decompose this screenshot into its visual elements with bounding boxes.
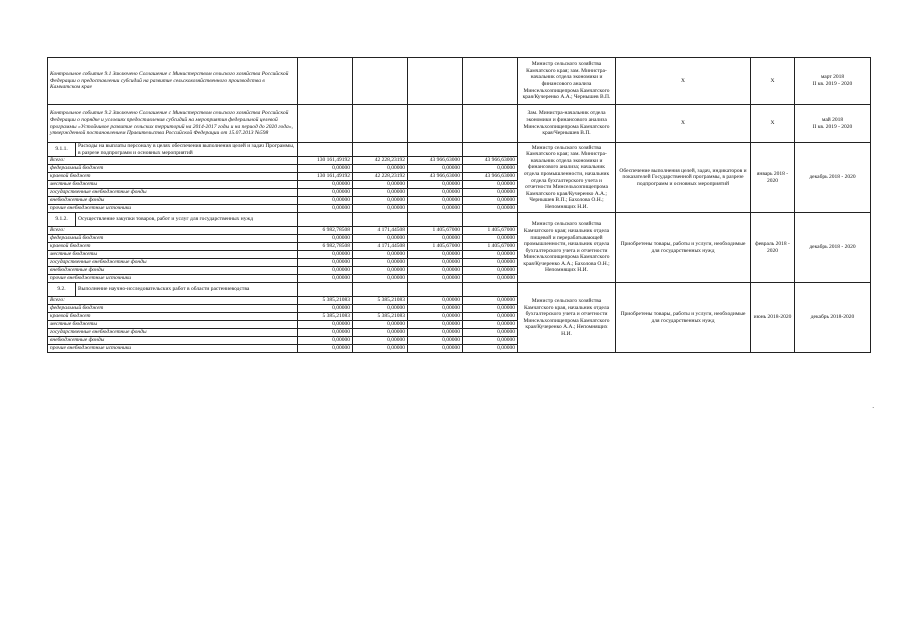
funding-source-label: федеральный бюджет (48, 235, 298, 243)
executor-cell: Министр сельского хозяйства Камчатского края; зам. Министра-начальник отдела экономики и финансового анализа; начальник отдела промышленности, начальник отдела бухгалтерского учета и отчетности Минсельхозпищепрома Камчатского края/Кучеренко А.А.; Чернышев В.П.; Бахолова О.Н.; Непомнящих Н.И. (518, 143, 616, 213)
funding-value: 0,00000 (353, 337, 408, 345)
funding-value: 0,00000 (408, 275, 463, 283)
funding-value: 0,00000 (298, 189, 353, 197)
funding-value: 0,00000 (408, 181, 463, 189)
funding-value: 0,00000 (463, 259, 518, 267)
empty-cell (463, 105, 518, 143)
result-cell: Приобретены товары, работы и услуги, необходимые для государственных нужд (616, 283, 751, 353)
funding-value: 0,00000 (353, 259, 408, 267)
funding-value: 0,00000 (408, 251, 463, 259)
funding-value: 0,00000 (463, 313, 518, 321)
empty-cell (408, 105, 463, 143)
funding-value: 0,00000 (353, 251, 408, 259)
section-title: Выполнение научно-исследовательских работ в области растениеводства (76, 283, 298, 297)
empty-cell (353, 105, 408, 143)
executor-cell: Министр сельского хозяйства Камчатского края; начальник отдела пищевой и перерабатывающей промышленности, начальник отдела бухгалтерского учета и отчетности Минсельхозпищепрома Камчатского края/Кучеренко А.А.; Бахолова О.Н.; Непомнящих Н.И. (518, 213, 616, 283)
funding-value: 130 161,49192 (298, 173, 353, 181)
funding-value: 0,00000 (408, 235, 463, 243)
funding-value: 6 982,78508 (298, 243, 353, 251)
empty-cell (408, 283, 463, 297)
funding-source-label: государственные внебюджетные фонды (48, 329, 298, 337)
funding-value: 0,00000 (353, 329, 408, 337)
scan-dot: · (872, 404, 875, 412)
funding-value: 0,00000 (298, 165, 353, 173)
funding-value: 42 228,23192 (353, 157, 408, 165)
start-cell: июнь 2018-2020 (751, 283, 795, 353)
funding-value: 0,00000 (463, 337, 518, 345)
funding-source-label: местные бюджеты (48, 181, 298, 189)
empty-cell (298, 105, 353, 143)
funding-value: 0,00000 (408, 189, 463, 197)
funding-value: 0,00000 (298, 337, 353, 345)
funding-source-label: федеральный бюджет (48, 305, 298, 313)
funding-source-label: прочие внебюджетные источники (48, 345, 298, 353)
funding-value: 5 385,21083 (298, 297, 353, 305)
funding-value: 0,00000 (408, 305, 463, 313)
funding-value: 0,00000 (298, 251, 353, 259)
start-cell: Х (751, 58, 795, 105)
empty-cell (353, 143, 408, 157)
funding-value: 0,00000 (408, 297, 463, 305)
executor-cell: Зам. Министра-начальник отдела экономики и финансового анализа Минсельхозпищепрома Камчатского края/Чернышев В.П. (518, 105, 616, 143)
funding-value: 0,00000 (463, 345, 518, 353)
empty-cell (408, 143, 463, 157)
end-cell: май 2018 II кв. 2019 - 2020 (795, 105, 871, 143)
empty-cell (463, 143, 518, 157)
funding-value: 0,00000 (353, 321, 408, 329)
funding-value: 0,00000 (408, 197, 463, 205)
funding-value: 6 982,78508 (298, 227, 353, 235)
executor-cell: Министр сельского хозяйства Камчатского края; зам. Министра-начальник отдела экономики и финансового анализа Минсельхозпищепрома Камчатского края/Кучеренко А.А.; Чернышев В.П. (518, 58, 616, 105)
funding-value: 0,00000 (298, 305, 353, 313)
program-table (47, 57, 871, 353)
event-row (48, 105, 871, 143)
section-title-row (48, 143, 871, 157)
funding-value: 0,00000 (408, 165, 463, 173)
funding-value: 0,00000 (463, 235, 518, 243)
funding-source-label: Всего: (48, 157, 298, 165)
funding-value: 0,00000 (463, 251, 518, 259)
funding-value: 0,00000 (298, 205, 353, 213)
empty-cell (463, 58, 518, 105)
funding-value: 1 405,67000 (408, 243, 463, 251)
funding-value: 0,00000 (463, 275, 518, 283)
funding-value: 0,00000 (298, 181, 353, 189)
funding-source-label: местные бюджеты (48, 321, 298, 329)
funding-source-label: внебюджетные фонды (48, 267, 298, 275)
section-title: Осуществление закупки товаров, работ и услуг для государственных нужд (76, 213, 298, 227)
funding-value: 0,00000 (353, 189, 408, 197)
result-cell: Х (616, 105, 751, 143)
empty-cell (298, 283, 353, 297)
funding-value: 0,00000 (353, 305, 408, 313)
funding-value: 0,00000 (298, 235, 353, 243)
end-cell: декабрь 2018-2020 (795, 283, 871, 353)
funding-value: 1 405,67000 (463, 227, 518, 235)
funding-source-label: краевой бюджет (48, 313, 298, 321)
event-row (48, 58, 871, 105)
funding-source-label: внебюджетные фонды (48, 337, 298, 345)
funding-value: 0,00000 (353, 267, 408, 275)
funding-value: 5 385,21083 (353, 297, 408, 305)
funding-value: 0,00000 (353, 181, 408, 189)
section-title-row (48, 213, 871, 227)
funding-value: 0,00000 (298, 329, 353, 337)
funding-value: 0,00000 (463, 329, 518, 337)
funding-source-label: краевой бюджет (48, 173, 298, 181)
empty-cell (353, 58, 408, 105)
start-cell: февраль 2018 - 2020 (751, 213, 795, 283)
funding-value: 0,00000 (298, 267, 353, 275)
funding-value: 43 966,63000 (408, 173, 463, 181)
funding-value: 4 171,44508 (353, 227, 408, 235)
empty-cell (353, 283, 408, 297)
funding-source-label: внебюджетные фонды (48, 197, 298, 205)
funding-value: 0,00000 (408, 267, 463, 275)
funding-value: 0,00000 (463, 189, 518, 197)
result-cell: Х (616, 58, 751, 105)
funding-value: 0,00000 (463, 205, 518, 213)
funding-source-label: Всего: (48, 297, 298, 305)
funding-value: 4 171,44508 (353, 243, 408, 251)
end-cell: декабрь 2018 - 2020 (795, 143, 871, 213)
funding-source-label: краевой бюджет (48, 243, 298, 251)
event-text: Контрольное событие 9.1 Заключено Соглашение с Министерством сельского хозяйства Российской Федерации о предоставлении субсидий на развитие сельскохозяйственного производства в Камчатском крае (48, 58, 298, 105)
event-text: Контрольное событие 9.2 Заключено Соглашение с Министерством сельского хозяйства Российской Федерации о порядке и условиях предоставления субсидий на мероприятия федеральной целевой программы «Устойчивое развитие сельских территорий на 2014-2017 годы и на период до 2020 года», утвержденной постановлением Правительства Российской Федерации от 15.07.2013 №598 (48, 105, 298, 143)
funding-value: 5 385,21083 (353, 313, 408, 321)
table-body (48, 58, 871, 353)
funding-value: 0,00000 (408, 259, 463, 267)
funding-value: 0,00000 (408, 345, 463, 353)
funding-value: 0,00000 (353, 205, 408, 213)
empty-cell (408, 58, 463, 105)
funding-value: 0,00000 (353, 345, 408, 353)
funding-value: 0,00000 (463, 305, 518, 313)
funding-value: 0,00000 (463, 165, 518, 173)
section-title: Расходы на выплаты персоналу в целях обеспечения выполнения целей и задач Программы, в разрезе подпрограмм и основных мероприятий (76, 143, 298, 157)
funding-source-label: прочие внебюджетные источники (48, 275, 298, 283)
funding-source-label: государственные внебюджетные фонды (48, 189, 298, 197)
funding-source-label: государственные внебюджетные фонды (48, 259, 298, 267)
result-cell: Обеспечение выполнения целей, задач, индикаторов и показателей Государственной программы, в разрезе подпрограмм и основных мероприятий (616, 143, 751, 213)
funding-value: 0,00000 (298, 345, 353, 353)
funding-value: 0,00000 (463, 267, 518, 275)
empty-cell (463, 283, 518, 297)
empty-cell (353, 213, 408, 227)
funding-value: 0,00000 (353, 275, 408, 283)
funding-value: 0,00000 (298, 259, 353, 267)
funding-value: 0,00000 (408, 337, 463, 345)
funding-value: 0,00000 (353, 235, 408, 243)
empty-cell (298, 58, 353, 105)
empty-cell (408, 213, 463, 227)
funding-value: 0,00000 (353, 165, 408, 173)
funding-value: 42 228,23192 (353, 173, 408, 181)
funding-value: 0,00000 (298, 275, 353, 283)
section-number: 9.1.1. (48, 143, 76, 157)
funding-source-label: прочие внебюджетные источники (48, 205, 298, 213)
funding-value: 0,00000 (353, 197, 408, 205)
funding-source-label: федеральный бюджет (48, 165, 298, 173)
empty-cell (298, 143, 353, 157)
funding-value: 5 385,21083 (298, 313, 353, 321)
executor-cell: Министр сельского хозяйства Камчатского края, начальник отдела бухгалтерского учета и отчетности Минсельхозпищепрома Камчатского края/Кучеренко А.А.; Непомнящих Н.И. (518, 283, 616, 353)
funding-value: 0,00000 (463, 297, 518, 305)
funding-value: 1 405,67000 (408, 227, 463, 235)
funding-value: 1 405,67000 (463, 243, 518, 251)
funding-source-label: местные бюджеты (48, 251, 298, 259)
start-cell: январь 2018 - 2020 (751, 143, 795, 213)
funding-value: 130 161,49192 (298, 157, 353, 165)
section-title-row (48, 283, 871, 297)
empty-cell (463, 213, 518, 227)
funding-source-label: Всего: (48, 227, 298, 235)
funding-value: 0,00000 (463, 197, 518, 205)
funding-value: 43 966,63000 (463, 157, 518, 165)
funding-value: 0,00000 (298, 321, 353, 329)
empty-cell (298, 213, 353, 227)
funding-value: 0,00000 (463, 181, 518, 189)
funding-value: 43 966,63000 (408, 157, 463, 165)
funding-value: 0,00000 (408, 329, 463, 337)
end-cell: декабрь 2018 - 2020 (795, 213, 871, 283)
end-cell: март 2018 II кв. 2019 - 2020 (795, 58, 871, 105)
funding-value: 0,00000 (408, 321, 463, 329)
funding-value: 0,00000 (408, 205, 463, 213)
result-cell: Приобретены товары, работы и услуги, необходимые для государственных нужд (616, 213, 751, 283)
funding-value: 0,00000 (408, 313, 463, 321)
funding-value: 43 966,63000 (463, 173, 518, 181)
start-cell: Х (751, 105, 795, 143)
section-number: 9.1.2. (48, 213, 76, 227)
funding-value: 0,00000 (463, 321, 518, 329)
section-number: 9.2. (48, 283, 76, 297)
funding-value: 0,00000 (298, 197, 353, 205)
